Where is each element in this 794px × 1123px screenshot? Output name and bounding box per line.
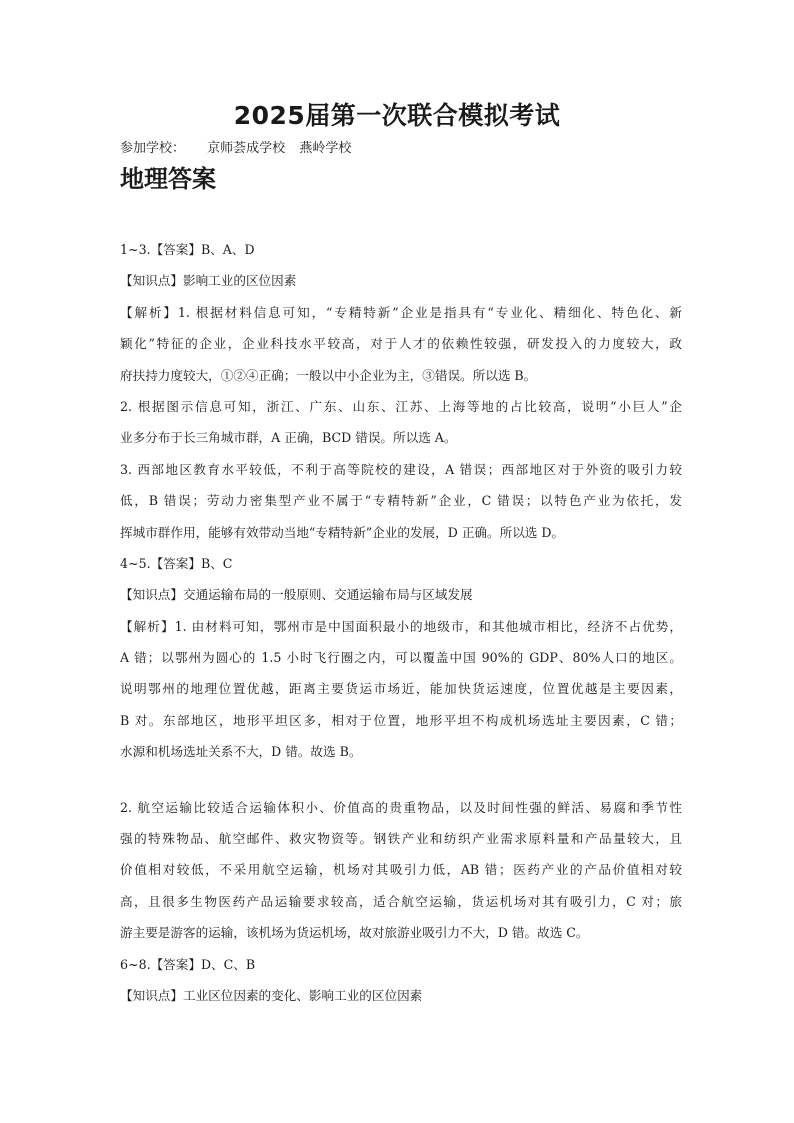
answer-header-6-8: 6~8.【答案】D、C、B [120,956,256,972]
school-a: 京师荟成学校 [207,141,286,156]
analysis-line: 强的特殊物品、航空邮件、救灾物资等。钢铁产业和纺织产业需求原料量和产品量较大，且 [120,831,682,847]
knowledge-point-1-3: 【知识点】影响工业的区位因素 [120,273,297,289]
analysis-line: 2. 根据图示信息可知，浙江、广东、山东、江苏、上海等地的占比较高，说明“小巨人”企 [120,398,682,414]
analysis-line: 水源和机场选址关系不大，D 错。故选 B。 [120,744,362,760]
schools-label: 参加学校： [120,141,186,156]
school-b: 燕岭学校 [299,141,352,156]
analysis-line: 3. 西部地区教育水平较低，不利于高等院校的建设，A 错误；西部地区对于外资的吸引力较 [120,461,682,477]
analysis-line: 颖化”特征的企业，企业科技水平较高，对于人才的依赖性较强，研发投入的力度较大，政 [120,336,682,352]
analysis-line: 挥城市群作用，能够有效带动当地“专精特新”企业的发展，D 正确。所以选 D。 [120,524,565,540]
analysis-line: 说明鄂州的地理位置优越，距离主要货运市场近，能加快货运速度，位置优越是主要因素， [120,681,682,697]
analysis-line: A 错；以鄂州为圆心的 1.5 小时飞行圈之内，可以覆盖中国 90%的 GDP、80%人口的地区。 [120,650,682,666]
analysis-line: 2. 航空运输比较适合运输体积小、价值高的贵重物品，以及时间性强的鲜活、易腐和季节性 [120,799,682,815]
paragraph-gap [120,768,682,792]
analysis-line: 【解析】1. 由材料可知，鄂州市是中国面积最小的地级市，和其他城市相比，经济不占优势， [120,618,682,634]
answer-header-1-3: 1~3.【答案】B、A、D [120,242,255,257]
participating-schools [120,139,351,159]
knowledge-point-6-8: 【知识点】工业区位因素的变化、影响工业的区位因素 [120,987,423,1003]
analysis-line: 府扶持力度较大，①②④正确；一般以中小企业为主，③错误。所以选 B。 [120,367,537,383]
subject-heading: 地理答案 [120,165,216,193]
analysis-line: 业多分布于长三角城市群，A 正确，BCD 错误。所以选 A。 [120,430,457,446]
answer-header-4-5: 4~5.【答案】B、C [120,555,233,571]
knowledge-point-4-5: 【知识点】交通运输布局的一般原则、交通运输布局与区域发展 [120,587,473,603]
analysis-line: 高，且很多生物医药产品运输要求较高，适合航空运输，货运机场对其有吸引力，C 对；旅 [120,893,682,909]
analysis-line: B 对。东部地区，地形平坦区多，相对于位置，地形平坦不构成机场选址主要因素，C 错； [120,712,682,728]
analysis-line: 低，B 错误；劳动力密集型产业不属于“专精特新”企业，C 错误；以特色产业为依托，发 [120,493,682,509]
analysis-line: 价值相对较低，不采用航空运输，机场对其吸引力低，AB 错；医药产业的产品价值相对较 [120,862,682,878]
exam-title: 2025届第一次联合模拟考试 [233,101,561,130]
analysis-line: 【解析】1. 根据材料信息可知，“专精特新”企业是指具有“专业化、精细化、特色化、新 [120,304,682,320]
answer-body [120,234,682,1011]
analysis-line: 游主要是游客的运输，该机场为货运机场，故对旅游业吸引力不大，D 错。故选 C。 [120,925,589,941]
